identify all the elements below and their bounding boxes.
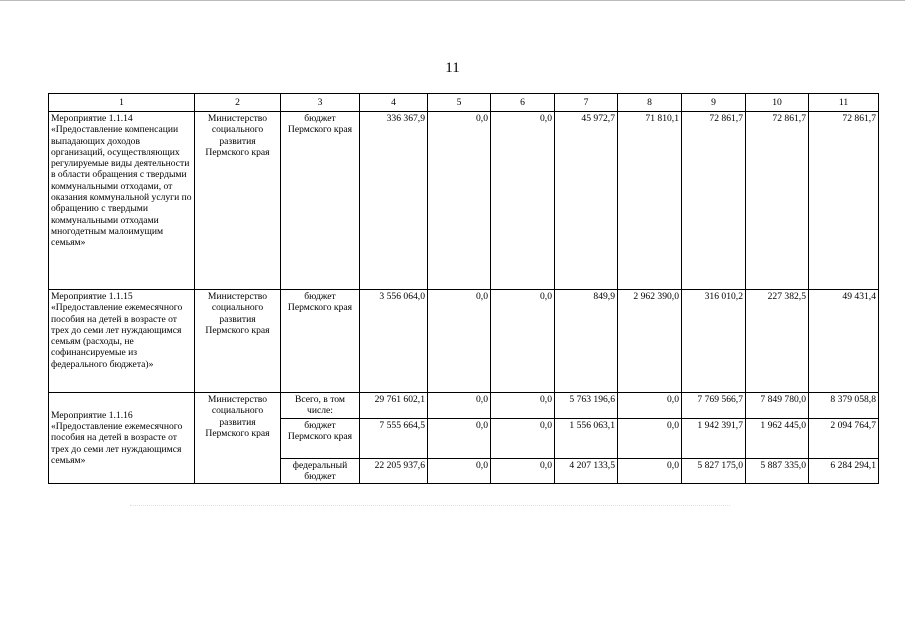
executor-cell: Министерство социального развития Пермского края bbox=[195, 393, 281, 484]
value-cell: 72 861,7 bbox=[809, 112, 879, 290]
value-cell: 7 555 664,5 bbox=[360, 418, 428, 458]
value-cell: 3 556 064,0 bbox=[360, 290, 428, 393]
value-cell: 4 207 133,5 bbox=[555, 458, 618, 484]
column-header: 10 bbox=[746, 94, 809, 112]
funding-source-cell: бюджет Пермского края bbox=[281, 418, 360, 458]
value-cell: 0,0 bbox=[491, 393, 555, 419]
value-cell: 45 972,7 bbox=[555, 112, 618, 290]
measure-cell: Мероприятие 1.1.14 «Предоставление компенсации выпадающих доходов организаций, осуществляющих регулируемые виды деятельности в области обращения с твердыми коммунальными отходами, от оказания коммунальной услуги по обращению с твердыми коммунальными отходами многодетным малоимущим семьям» bbox=[49, 112, 195, 290]
value-cell: 0,0 bbox=[491, 290, 555, 393]
table-row bbox=[49, 393, 879, 419]
value-cell: 316 010,2 bbox=[682, 290, 746, 393]
value-cell: 72 861,7 bbox=[746, 112, 809, 290]
funding-source-cell: Всего, в том числе: bbox=[281, 393, 360, 419]
value-cell: 8 379 058,8 bbox=[809, 393, 879, 419]
value-cell: 29 761 602,1 bbox=[360, 393, 428, 419]
column-header: 4 bbox=[360, 94, 428, 112]
value-cell: 5 763 196,6 bbox=[555, 393, 618, 419]
executor-cell: Министерство социального развития Пермского края bbox=[195, 112, 281, 290]
measure-cell: Мероприятие 1.1.16 «Предоставление ежемесячного пособия на детей в возрасте от трех до семи лет нуждающимся семьям» bbox=[49, 393, 195, 484]
table-row bbox=[49, 290, 879, 393]
value-cell: 0,0 bbox=[618, 458, 682, 484]
column-header: 2 bbox=[195, 94, 281, 112]
funding-source-cell: бюджет Пермского края bbox=[281, 290, 360, 393]
value-cell: 0,0 bbox=[428, 458, 491, 484]
funding-source-cell: бюджет Пермского края bbox=[281, 112, 360, 290]
value-cell: 849,9 bbox=[555, 290, 618, 393]
value-cell: 0,0 bbox=[618, 418, 682, 458]
value-cell: 22 205 937,6 bbox=[360, 458, 428, 484]
page-number: 11 bbox=[445, 60, 460, 76]
scan-artifact bbox=[130, 505, 730, 507]
value-cell: 2 094 764,7 bbox=[809, 418, 879, 458]
value-cell: 5 887 335,0 bbox=[746, 458, 809, 484]
measure-cell: Мероприятие 1.1.15 «Предоставление ежемесячного пособия на детей в возрасте от трех до семи лет нуждающимся семьям (расходы, не софинансируемые из федерального бюджета)» bbox=[49, 290, 195, 393]
column-header: 7 bbox=[555, 94, 618, 112]
column-header: 6 bbox=[491, 94, 555, 112]
value-cell: 0,0 bbox=[428, 418, 491, 458]
value-cell: 7 849 780,0 bbox=[746, 393, 809, 419]
column-header: 11 bbox=[809, 94, 879, 112]
column-header: 3 bbox=[281, 94, 360, 112]
value-cell: 7 769 566,7 bbox=[682, 393, 746, 419]
funding-source-cell: федеральный бюджет bbox=[281, 458, 360, 484]
value-cell: 0,0 bbox=[618, 393, 682, 419]
value-cell: 6 284 294,1 bbox=[809, 458, 879, 484]
value-cell: 1 962 445,0 bbox=[746, 418, 809, 458]
value-cell: 72 861,7 bbox=[682, 112, 746, 290]
value-cell: 0,0 bbox=[491, 458, 555, 484]
budget-table bbox=[48, 93, 879, 484]
value-cell: 49 431,4 bbox=[809, 290, 879, 393]
value-cell: 71 810,1 bbox=[618, 112, 682, 290]
value-cell: 227 382,5 bbox=[746, 290, 809, 393]
value-cell: 0,0 bbox=[491, 112, 555, 290]
executor-cell: Министерство социального развития Пермского края bbox=[195, 290, 281, 393]
value-cell: 1 942 391,7 bbox=[682, 418, 746, 458]
value-cell: 0,0 bbox=[428, 393, 491, 419]
value-cell: 0,0 bbox=[491, 418, 555, 458]
value-cell: 0,0 bbox=[428, 290, 491, 393]
scan-edge-line bbox=[0, 0, 905, 1]
value-cell: 5 827 175,0 bbox=[682, 458, 746, 484]
table-header-row bbox=[49, 94, 879, 112]
column-header: 1 bbox=[49, 94, 195, 112]
column-header: 9 bbox=[682, 94, 746, 112]
value-cell: 0,0 bbox=[428, 112, 491, 290]
table-row bbox=[49, 112, 879, 290]
value-cell: 1 556 063,1 bbox=[555, 418, 618, 458]
column-header: 5 bbox=[428, 94, 491, 112]
value-cell: 336 367,9 bbox=[360, 112, 428, 290]
column-header: 8 bbox=[618, 94, 682, 112]
value-cell: 2 962 390,0 bbox=[618, 290, 682, 393]
